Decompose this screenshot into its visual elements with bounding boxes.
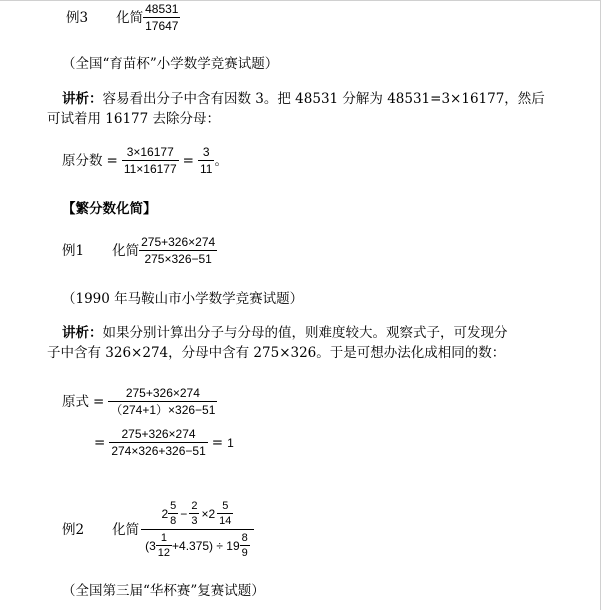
fraction-denominator: 274×326+326−51 [111,444,206,458]
fraction-denominator: 11 [199,162,213,176]
equals-sign: = [211,434,224,451]
fraction-denominator: 275×326−51 [144,252,212,266]
example-3-solution [62,145,228,176]
analysis-label: 讲析： [62,91,103,107]
analysis-text: 如果分别计算出分子与分母的值，则难度较大。观察式子，可发现分 [102,325,508,341]
equals-sign: = [93,393,105,410]
fraction-numerator: 275+326×274 [141,235,216,249]
open-paren-three: (3 [145,538,156,553]
example-3-fraction [143,2,180,33]
solution-fraction-2 [109,427,207,458]
equals-sign: = [106,152,118,169]
period: 。 [214,152,228,169]
example-3-instruction: 化简 [116,9,144,26]
example-3-analysis-line-2: 可试着用 16177 去除分母： [47,111,221,127]
middle-expression: +4.375) ÷ 19 [172,538,240,553]
example-1-source: （1990 年马鞍山市小学数学竞赛试题） [62,291,304,307]
fraction: $\frac{5}{14}$ [219,500,232,527]
fraction-denominator: 17647 [145,19,179,33]
complex-denominator [141,530,254,559]
example-1-problem [62,235,217,266]
example-1-solution-step-2 [90,427,234,458]
fraction-denominator: 11×16177 [123,162,177,176]
example-3-analysis-line-1 [62,90,545,108]
solution-prefix: 原分数 [62,152,103,169]
example-1-solution-step-1 [62,386,217,417]
example-3-label: 例3 [66,9,89,26]
fraction-numerator: 48531 [145,2,179,16]
top-border [0,0,601,1]
fraction-numerator: 275+326×274 [108,386,217,402]
analysis-text: 容易看出分子中含有因数 3。把 48531 分解为 48531=3×16177，然后 [102,91,545,107]
example-1-analysis-line-2: 子中含有 326×274，分母中含有 275×326。于是可想办法化成相同的数： [47,345,506,361]
example-2-instruction: 化简 [112,521,140,538]
example-2-complex-fraction [141,500,254,559]
whole-number: 2 [161,506,169,521]
example-3-source: （全国“育苗杯”小学数学竞赛试题） [62,56,279,72]
example-2-source: （全国第三届“华杯赛”复赛试题） [62,583,265,599]
fraction-numerator: 275+326×274 [109,427,207,443]
fraction: $\frac{8}{9}$ [241,532,248,559]
result-fraction [198,145,214,176]
example-1-fraction [139,235,217,266]
example-1-label: 例1 [62,242,85,259]
fraction-numerator: 3 [198,145,214,161]
fraction: $\frac{2}{3}$ [191,500,198,527]
complex-numerator [141,500,254,530]
analysis-label: 讲析： [62,325,103,341]
example-2-problem [62,500,254,559]
minus-sign: − [180,506,188,521]
fraction-denominator: （274+1）×326−51 [110,403,216,417]
equals-sign: = [182,152,194,169]
example-1-analysis-line-1 [62,324,508,342]
example-3-problem [66,2,180,33]
example-1-instruction: 化简 [112,242,140,259]
solution-prefix: 原式 [62,393,89,410]
times-two: ×2 [201,506,216,521]
fraction: $\frac{1}{12}$ [157,532,171,559]
equals-sign: = [94,434,106,451]
solution-result: 1 [227,435,234,450]
solution-fraction [122,145,179,176]
solution-fraction-1 [108,386,217,417]
example-2-label: 例2 [62,521,85,538]
fraction-numerator: 3×16177 [122,145,179,161]
mixed-fraction: $\frac{5}{8}$ [170,500,177,527]
section-heading: 【繁分数化简】 [62,201,157,217]
